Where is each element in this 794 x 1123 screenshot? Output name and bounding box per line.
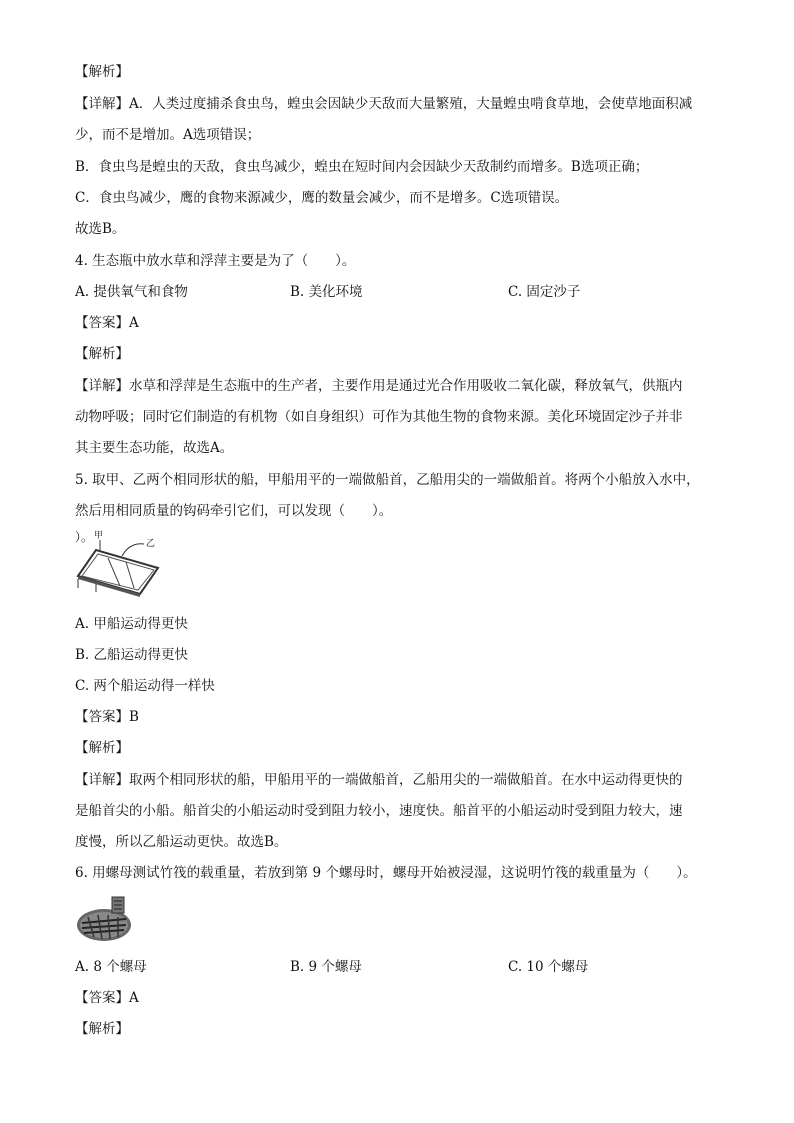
image-caption-fragment: ）。 bbox=[75, 530, 94, 544]
bamboo-raft-icon bbox=[74, 893, 134, 945]
bamboo-raft-figure bbox=[74, 893, 134, 945]
q4-analysis-label: 【解析】 bbox=[75, 346, 129, 362]
q5-option-b: B. 乙船运动得更快 bbox=[75, 647, 189, 663]
q6-option-b: B. 9 个螺母 bbox=[290, 959, 362, 975]
boat-experiment-figure bbox=[74, 532, 164, 598]
q5-detail-line: 度慢，所以乙船运动更快。故选B。 bbox=[75, 834, 288, 850]
q5-analysis-label: 【解析】 bbox=[75, 740, 129, 756]
q6-answer: 【答案】A bbox=[75, 990, 139, 1006]
q4-option-c: C. 固定沙子 bbox=[508, 284, 581, 300]
q4-answer: 【答案】A bbox=[75, 315, 139, 331]
q6-option-c: C. 10 个螺母 bbox=[508, 959, 589, 975]
q6-analysis-label: 【解析】 bbox=[75, 1021, 129, 1037]
q6-option-a: A. 8 个螺母 bbox=[75, 959, 147, 975]
question-6-stem: 6. 用螺母测试竹筏的载重量，若放到第 9 个螺母时，螺母开始被浸湿，这说明竹筏的载重量为（ ）。 bbox=[75, 865, 697, 881]
question-5-stem: 然后用相同质量的钩码牵引它们，可以发现（ ）。 bbox=[75, 503, 393, 519]
q5-option-c: C. 两个船运动得一样快 bbox=[75, 678, 215, 694]
q5-detail-line: 是船首尖的小船。船首尖的小船运动时受到阻力较小，速度快。船首平的小船运动时受到阻力较大，速 bbox=[75, 803, 683, 819]
q4-detail-line: 动物呼吸；同时它们制造的有机物（如自身组织）可作为其他生物的食物来源。美化环境固定沙子并非 bbox=[75, 409, 683, 425]
label-jia: 甲 bbox=[94, 531, 104, 541]
question-5-stem: 5. 取甲、乙两个相同形状的船，甲船用平的一端做船首，乙船用尖的一端做船首。将两个小船放入水中， bbox=[75, 472, 700, 488]
detail-text-line: 【详解】A．人类过度捕杀食虫鸟，蝗虫会因缺少天敌而大量繁殖，大量蝗虫啃食草地，会使草地面积减 bbox=[75, 96, 693, 112]
analysis-label: 【解析】 bbox=[75, 64, 129, 80]
q5-answer: 【答案】B bbox=[75, 709, 139, 725]
label-yi: 乙 bbox=[146, 539, 156, 549]
q4-option-b: B. 美化环境 bbox=[290, 284, 363, 300]
q4-option-a: A. 提供氧气和食物 bbox=[75, 284, 188, 300]
conclusion-text: 故选B。 bbox=[75, 221, 126, 237]
q4-detail-line: 其主要生态功能，故选A。 bbox=[75, 440, 234, 456]
detail-text-line: C．食虫鸟减少，鹰的食物来源减少，鹰的数量会减少，而不是增多。C选项错误。 bbox=[75, 190, 569, 206]
q4-detail-line: 【详解】水草和浮萍是生态瓶中的生产者，主要作用是通过光合作用吸收二氧化碳，释放氧气，供瓶内 bbox=[75, 378, 683, 394]
detail-text-line: B．食虫鸟是蝗虫的天敌，食虫鸟减少，蝗虫在短时间内会因缺少天敌制约而增多。B选项正确； bbox=[75, 159, 649, 175]
detail-text-line: 少，而不是增加。A选项错误； bbox=[75, 127, 261, 143]
q5-detail-line: 【详解】取两个相同形状的船，甲船用平的一端做船首，乙船用尖的一端做船首。在水中运动得更快的 bbox=[75, 772, 683, 788]
question-4-stem: 4. 生态瓶中放水草和浮萍主要是为了（ ）。 bbox=[75, 253, 356, 269]
q5-option-a: A. 甲船运动得更快 bbox=[75, 616, 188, 632]
